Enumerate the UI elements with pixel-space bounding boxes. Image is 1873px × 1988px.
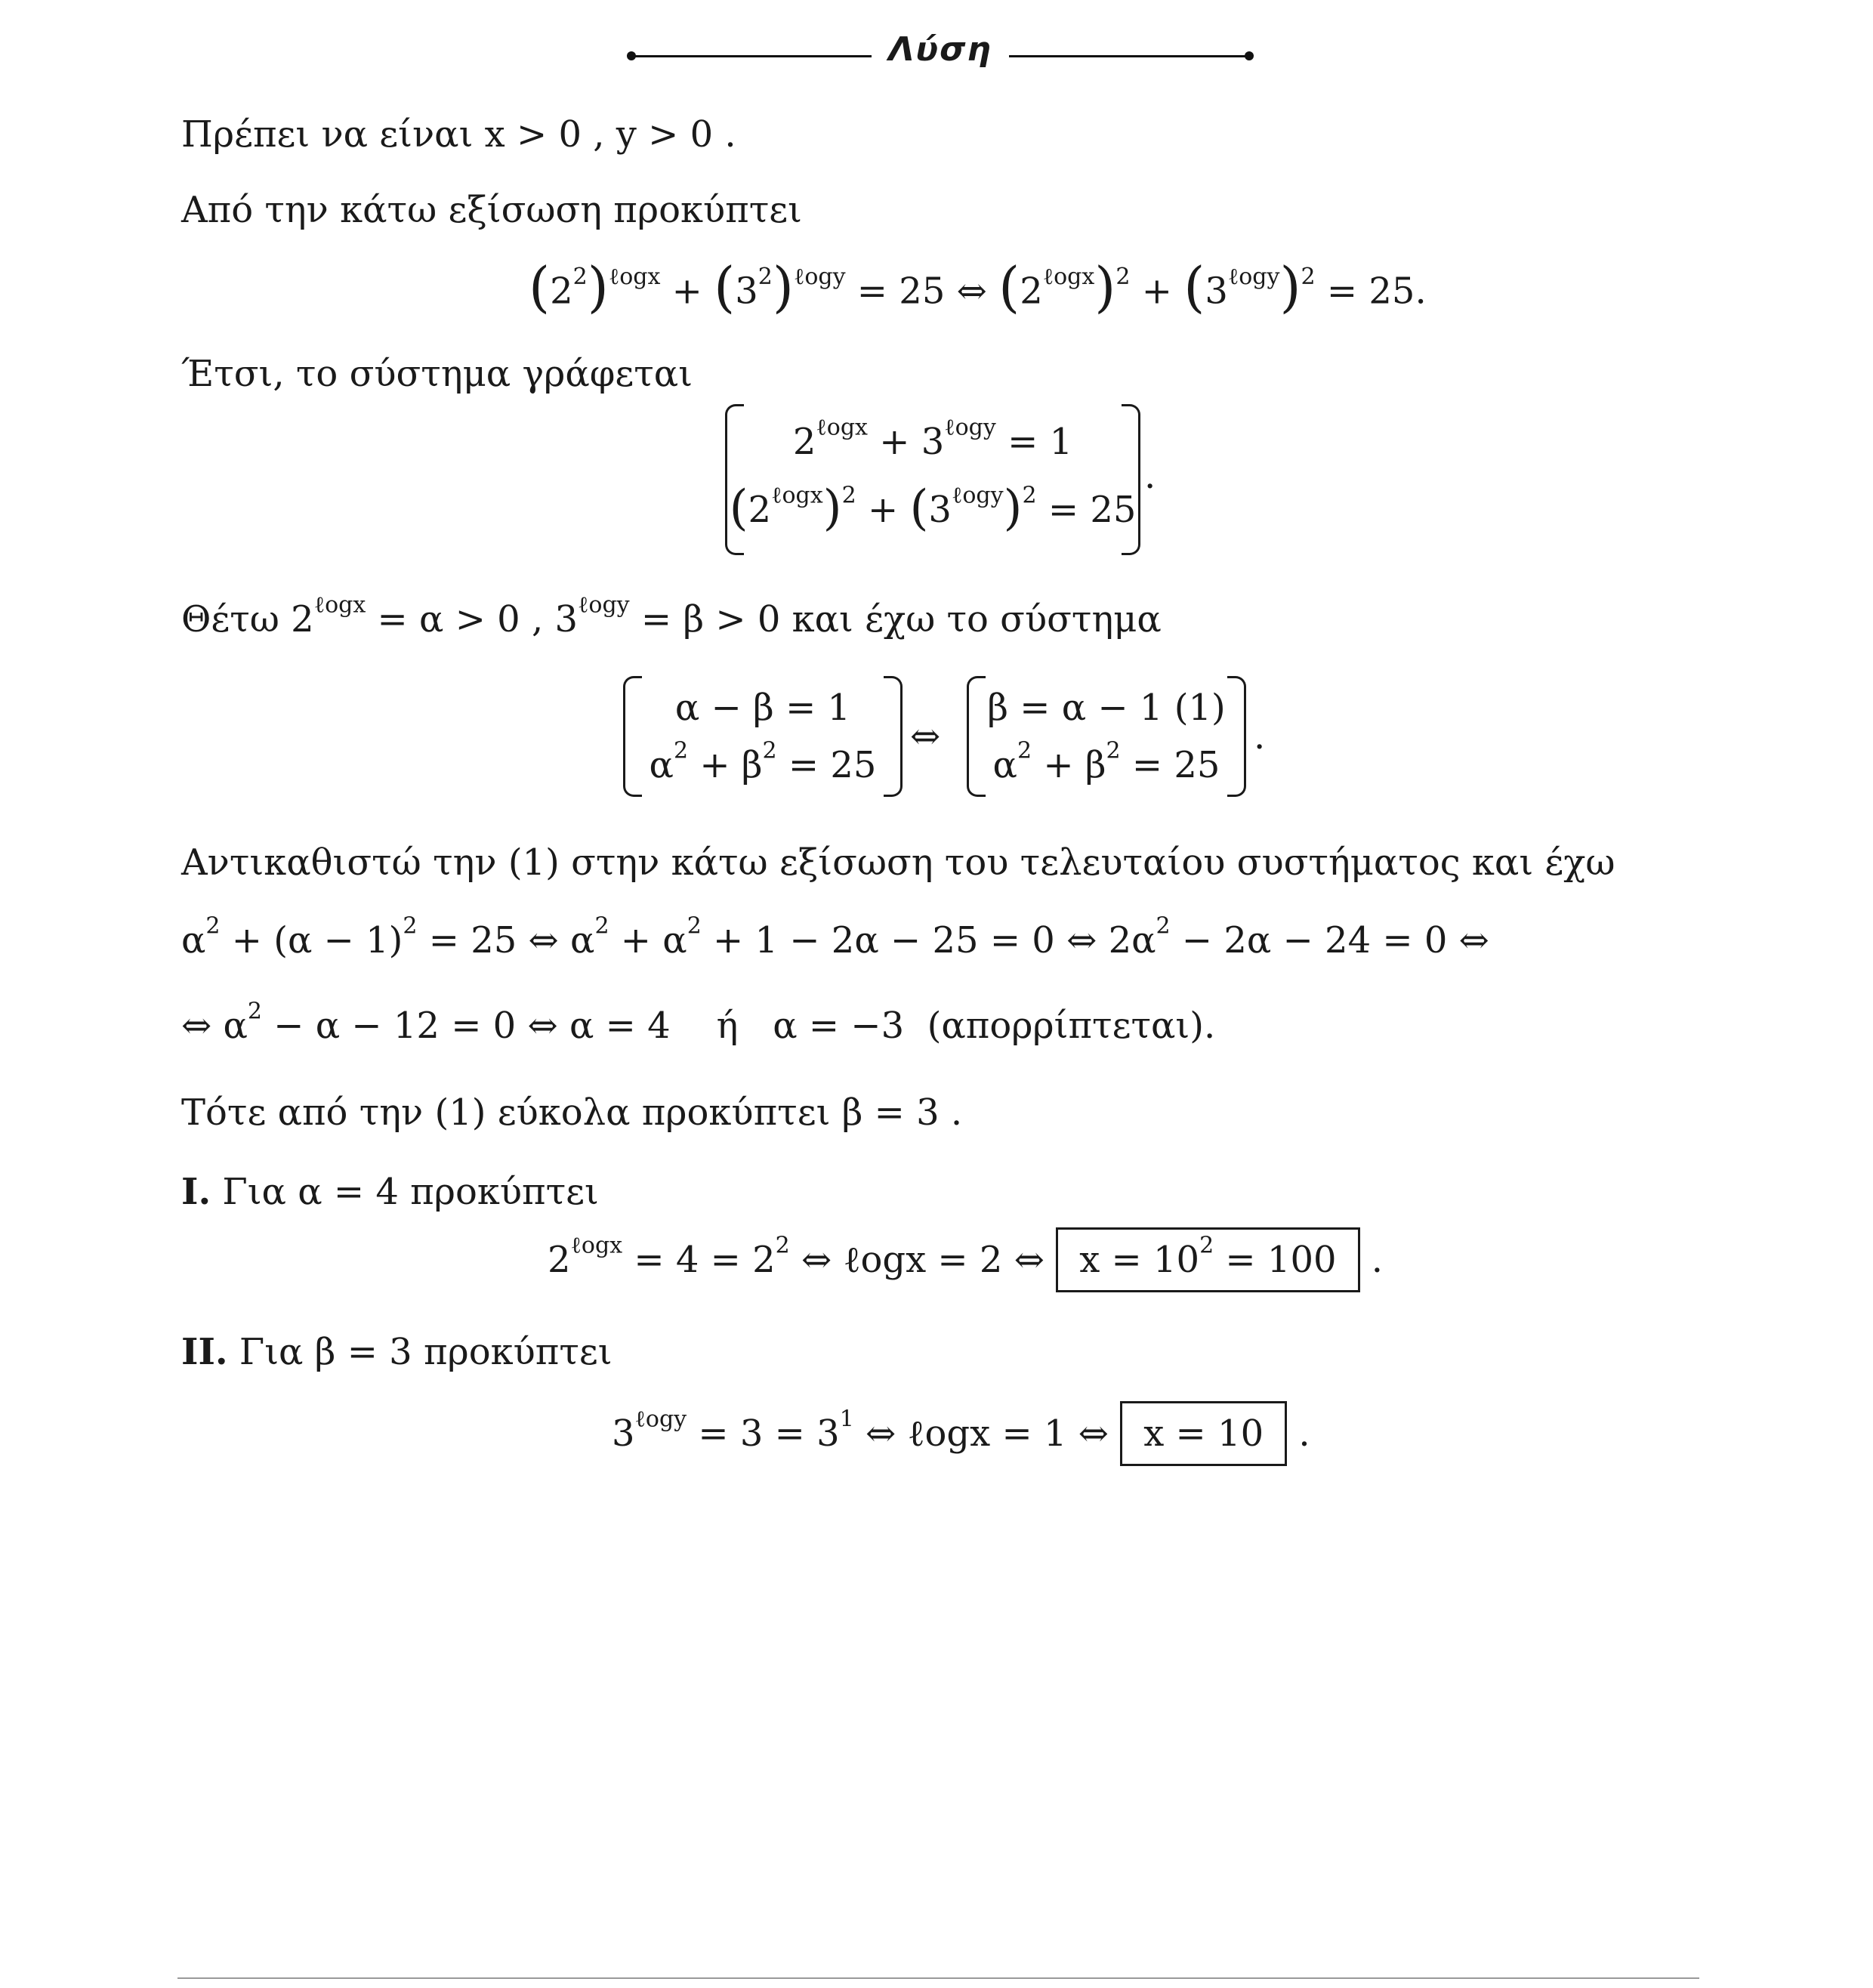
system-1-row-2: $(2^{\ell ogx})^2 + (3^{\ell ogy})^2 = 25$ — [729, 480, 1137, 536]
system-1-row-1: $2^{\ell ogx} + 3^{\ell ogy} = 1$ — [792, 414, 1073, 463]
system-1-period: . — [1144, 455, 1156, 497]
case-2-answer-box: x = 10 — [1120, 1401, 1287, 1466]
header-title: Λύση — [627, 30, 1254, 69]
condition-line: Πρέπει να είναι x > 0 , y > 0 . — [181, 113, 736, 156]
system-intro-line: Έτσι, το σύστημα γράφεται — [181, 353, 693, 395]
case-1-equation: $2^{\ell ogx} = 4 = 2^2$ ⇔ ℓogx = 2 ⇔ $x = 10^2 = 100$ . — [548, 1227, 1383, 1292]
equation-line-6: $\alpha^2 + (\alpha - 1)^2 = 25$ ⇔ $\alpha^2 + \alpha^2 + 1 - 2\alpha - 25 = 0$ ⇔ $2\alpha^2 - 2\alpha - 24 = 0$ ⇔ — [181, 912, 1489, 962]
replacement-line: Αντικαθιστώ την (1) στην κάτω εξίσωση του τελευταίου συστήματος και έχω — [181, 841, 1615, 884]
system-2-period: . — [1254, 715, 1266, 758]
system-2-right-row-1: β = α − 1 (1) — [987, 687, 1226, 729]
substitution-line: Θέτω $2^{\ell ogx} = \alpha > 0$ , $3^{\ell ogy} = \beta > 0$ και έχω το σύστημα — [181, 591, 1162, 641]
system-2-left-row-1: α − β = 1 — [674, 687, 851, 729]
footer-rule — [177, 1977, 1699, 1979]
intro-line: Από την κάτω εξίσωση προκύπτει — [181, 189, 802, 231]
equivalence-arrow: ⇔ — [910, 715, 941, 758]
beta-result-line: Τότε από την (1) εύκολα προκύπτει β = 3 . — [181, 1091, 963, 1134]
case-2-equation: $3^{\ell ogy} = 3 = 3^1$ ⇔ ℓogx = 1 ⇔ x = 10 . — [612, 1401, 1310, 1466]
system-1 — [725, 404, 1140, 555]
system-2-right-row-2: $\alpha^2 + \beta^2 = 25$ — [992, 737, 1220, 786]
equation-1: $(2^2)^{\ell ogx} + (3^2)^{\ell ogy} = 25$ ⇔ $(2^{\ell ogx})^2 + (3^{\ell ogy})^2 = 25$. — [529, 255, 1427, 319]
solution-header — [627, 30, 1254, 83]
system-2-left — [623, 676, 903, 797]
system-2-right — [967, 676, 1246, 797]
case-1-line: I. Για α = 4 προκύπτει — [181, 1171, 599, 1213]
case-1-answer-box: $x = 10^2 = 100$ — [1056, 1227, 1359, 1292]
system-2-left-row-2: $\alpha^2 + \beta^2 = 25$ — [649, 737, 877, 786]
case-2-line: II. Για β = 3 προκύπτει — [181, 1331, 613, 1373]
equation-line-7: ⇔ $\alpha^2 - \alpha - 12 = 0$ ⇔ α = 4 ή α = −3 (απορρίπτεται). — [181, 998, 1216, 1047]
